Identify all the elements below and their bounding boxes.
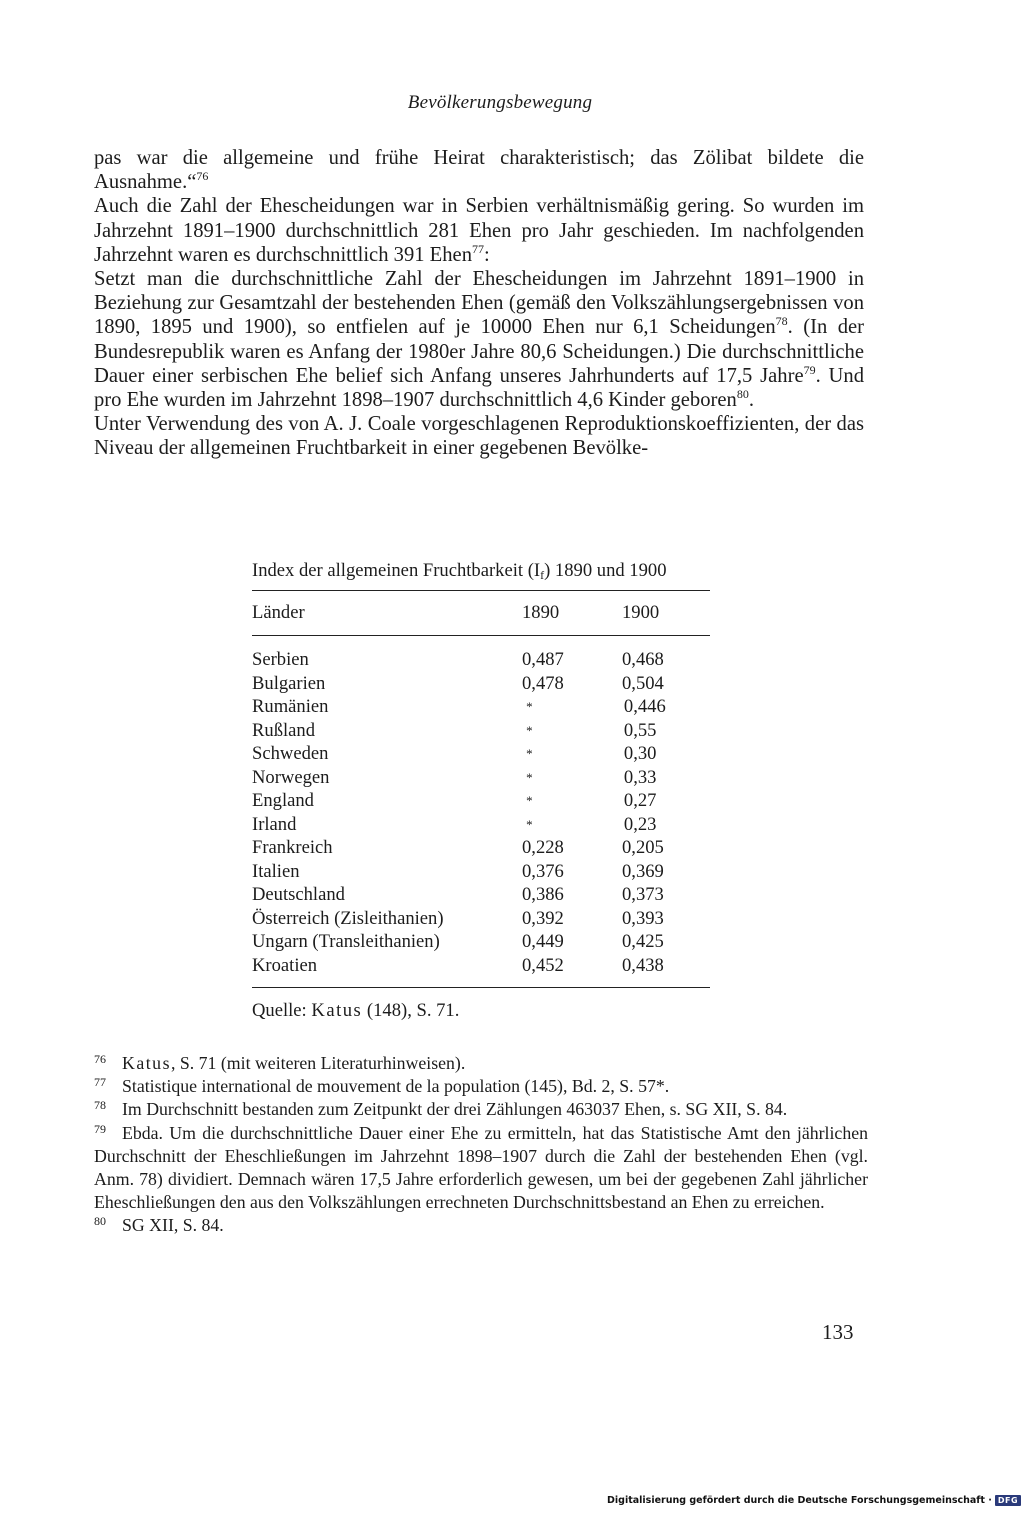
cell-1900: 0,33: [623, 766, 657, 788]
cell-1890: 0,449: [522, 931, 564, 952]
banner-text: Digitalisierung gefördert durch die Deutsche Forschungsgemeinschaft ·: [607, 1495, 992, 1506]
column-header-1900: 1900: [622, 602, 660, 623]
cell-1890: 0,478: [522, 672, 564, 694]
cell-1900: 0,393: [622, 907, 664, 929]
page-number: 133: [822, 1320, 854, 1344]
table-row: [252, 954, 710, 978]
footnote-ref[interactable]: 79: [803, 362, 816, 377]
paragraph-text: pas war die allgemeine und frühe Heirat charakteristisch; das Zölibat bildete die Ausnahme.“: [94, 147, 864, 194]
cell-land: Frankreich: [252, 837, 333, 858]
footnote-text: Statistique international de mouvement de la population (145), Bd. 2, S. 57*.: [122, 1076, 670, 1097]
source-label: Quelle:: [252, 1000, 312, 1021]
table-header-row: [252, 591, 710, 635]
source-text: (148), S. 71.: [362, 1000, 460, 1021]
table-row: [252, 813, 710, 837]
column-header-1890: 1890: [522, 602, 560, 623]
footnote-number: 76: [94, 1052, 106, 1066]
dfg-logo: DFG: [995, 1495, 1021, 1506]
source-author: Katus: [311, 1000, 363, 1021]
cell-1890: 0,452: [522, 954, 564, 976]
table-bottom-rule: [252, 987, 710, 988]
cell-land: England: [252, 790, 314, 811]
cell-1890: *: [526, 769, 533, 785]
dfg-banner: [607, 1495, 1021, 1506]
footnote-78: [94, 1098, 868, 1121]
fertility-table: [252, 558, 710, 1022]
table-row: [252, 907, 710, 931]
table-row: [252, 883, 710, 907]
paragraph-text: Setzt man die durchschnittliche Zahl der Ehescheidungen im Jahrzehnt 1891–1900 in Beziehung zur Gesamtzahl der bestehenden Ehen (gemäß den Volkszählungsergebnissen von 1890, 1895 und 1900), so entfielen auf je 10000 Ehen nur 6,1 Scheidungen: [94, 268, 864, 339]
cell-1890: *: [526, 816, 533, 832]
cell-1900: 0,369: [622, 860, 664, 882]
footnote-ref[interactable]: 78: [775, 314, 788, 329]
cell-land: Kroatien: [252, 954, 318, 976]
footnote-number: 80: [94, 1214, 106, 1229]
cell-1890: *: [526, 746, 533, 761]
table-row: [252, 766, 710, 790]
table-row: [252, 648, 710, 672]
body-text: [94, 146, 864, 461]
footnote-ref[interactable]: 80: [736, 387, 749, 402]
cell-1890: 0,376: [522, 860, 564, 882]
cell-land: Schweden: [252, 743, 329, 764]
paragraph-2: [94, 194, 864, 267]
paragraph-text: Unter Verwendung des von A. J. Coale vorgeschlagenen Reproduktionskoeffizienten, der das Niveau der allgemeinen Fruchtbarkeit in einer gegebenen Bevölke-: [94, 413, 864, 460]
footnote-ref[interactable]: 77: [472, 241, 484, 256]
table-row: [252, 719, 710, 743]
running-header: Bevölkerungsbewegung: [407, 92, 593, 113]
footnote-76: [94, 1052, 868, 1075]
footnote-number: 79: [94, 1121, 106, 1136]
cell-land: Rumänien: [252, 696, 329, 717]
paragraph-4: [94, 412, 864, 460]
cell-1890: 0,228: [522, 837, 564, 858]
cell-1890: 0,487: [522, 649, 564, 670]
cell-land: Italien: [252, 860, 300, 882]
cell-1900: 0,205: [622, 837, 664, 858]
caption-text: Index der allgemeinen Fruchtbarkeit (I: [252, 560, 541, 581]
paragraph-text: .: [748, 389, 754, 412]
cell-1890: *: [526, 722, 533, 738]
paragraph-text: :: [484, 243, 490, 266]
paragraph-1: [94, 146, 864, 194]
footnote-ref[interactable]: 76: [196, 169, 209, 184]
cell-1890: 0,386: [522, 884, 564, 905]
cell-1900: 0,373: [622, 884, 664, 905]
cell-land: Serbien: [252, 649, 309, 670]
cell-land: Bulgarien: [252, 672, 326, 694]
caption-subscript: f: [540, 568, 545, 582]
cell-1900: 0,27: [623, 790, 657, 811]
table-row: [252, 695, 710, 719]
footnote-80: [94, 1214, 868, 1237]
cell-land: Deutschland: [252, 884, 345, 905]
footnote-79: [94, 1122, 868, 1215]
table-row: [252, 860, 710, 884]
paragraph-text: . Und pro Ehe wurden im Jahrzehnt 1898–1907 durchschnittlich 4,6 Kinder geboren: [94, 364, 865, 412]
cell-land: Norwegen: [252, 766, 330, 788]
footnote-author: Katus: [122, 1053, 171, 1073]
paragraph-text: Auch die Zahl der Ehescheidungen war in Serbien verhältnismäßig gering. So wurden im Jahrzehnt 1891–1900 durchschnittlich 281 Ehen pro Jahr geschieden. Im nachfolgenden Jahrzehnt waren es durchschnittlich 391 Ehen: [94, 195, 864, 266]
table-row: [252, 930, 710, 954]
cell-land: Irland: [252, 813, 297, 835]
cell-land: Ungarn (Transleithanien): [252, 931, 440, 952]
cell-1890: *: [526, 699, 533, 714]
table-row: [252, 672, 710, 696]
footnote-number: 78: [94, 1098, 106, 1113]
cell-1900: 0,446: [623, 696, 666, 717]
caption-text: ) 1890 und 1900: [544, 560, 667, 581]
paragraph-3: [94, 267, 864, 412]
table-row: [252, 836, 710, 860]
cell-land: Österreich (Zisleithanien): [252, 907, 444, 929]
cell-1900: 0,23: [623, 813, 657, 835]
table-caption: [252, 558, 710, 584]
cell-1900: 0,55: [623, 719, 657, 741]
table-row: [252, 742, 710, 766]
footnotes: [94, 1052, 868, 1238]
footnote-text: Im Durchschnitt bestanden zum Zeitpunkt der drei Zählungen 463037 Ehen, s. SG XII, S. 84.: [122, 1099, 788, 1120]
footnote-text: SG XII, S. 84.: [122, 1215, 224, 1236]
paragraph-text: . (In der Bundesrepublik waren es Anfang der 1980er Jahre 80,6 Scheidungen.) Die durchschnittliche Dauer einer serbischen Ehe belief sich Anfang unseres Jahrhunderts auf 17,5 Jahre: [94, 316, 864, 387]
footnote-number: 77: [94, 1075, 106, 1090]
cell-1890: 0,392: [522, 907, 564, 929]
table-row: [252, 789, 710, 813]
cell-1900: 0,468: [622, 649, 664, 670]
table-source: [252, 1000, 710, 1022]
cell-1890: *: [526, 793, 533, 808]
table-body: [252, 636, 710, 987]
cell-1900: 0,438: [622, 954, 664, 976]
footnote-text: Ebda. Um die durchschnittliche Dauer einer Ehe zu ermitteln, hat das Statistische Amt den jährlichen Durchschnitt der Eheschließungen im Jahrzehnt 1898–1907 durch die Zahl der bestehenden Ehen (vgl. Anm. 78) dividiert. Demnach wären 17,5 Jahre erforderlich gewesen, um bei der gegebenen Zahl jährlicher Eheschließungen den aus den Volkszählungen errechneten Durchschnittsbestand an Ehen zu erreichen.: [94, 1122, 868, 1213]
cell-1900: 0,425: [622, 931, 664, 952]
cell-1900: 0,30: [623, 743, 657, 764]
cell-land: Rußland: [252, 719, 316, 741]
footnote-77: [94, 1075, 868, 1098]
cell-1900: 0,504: [622, 672, 664, 694]
column-header-land: Länder: [252, 602, 305, 623]
footnote-text: , S. 71 (mit weiteren Literaturhinweisen).: [170, 1053, 466, 1073]
